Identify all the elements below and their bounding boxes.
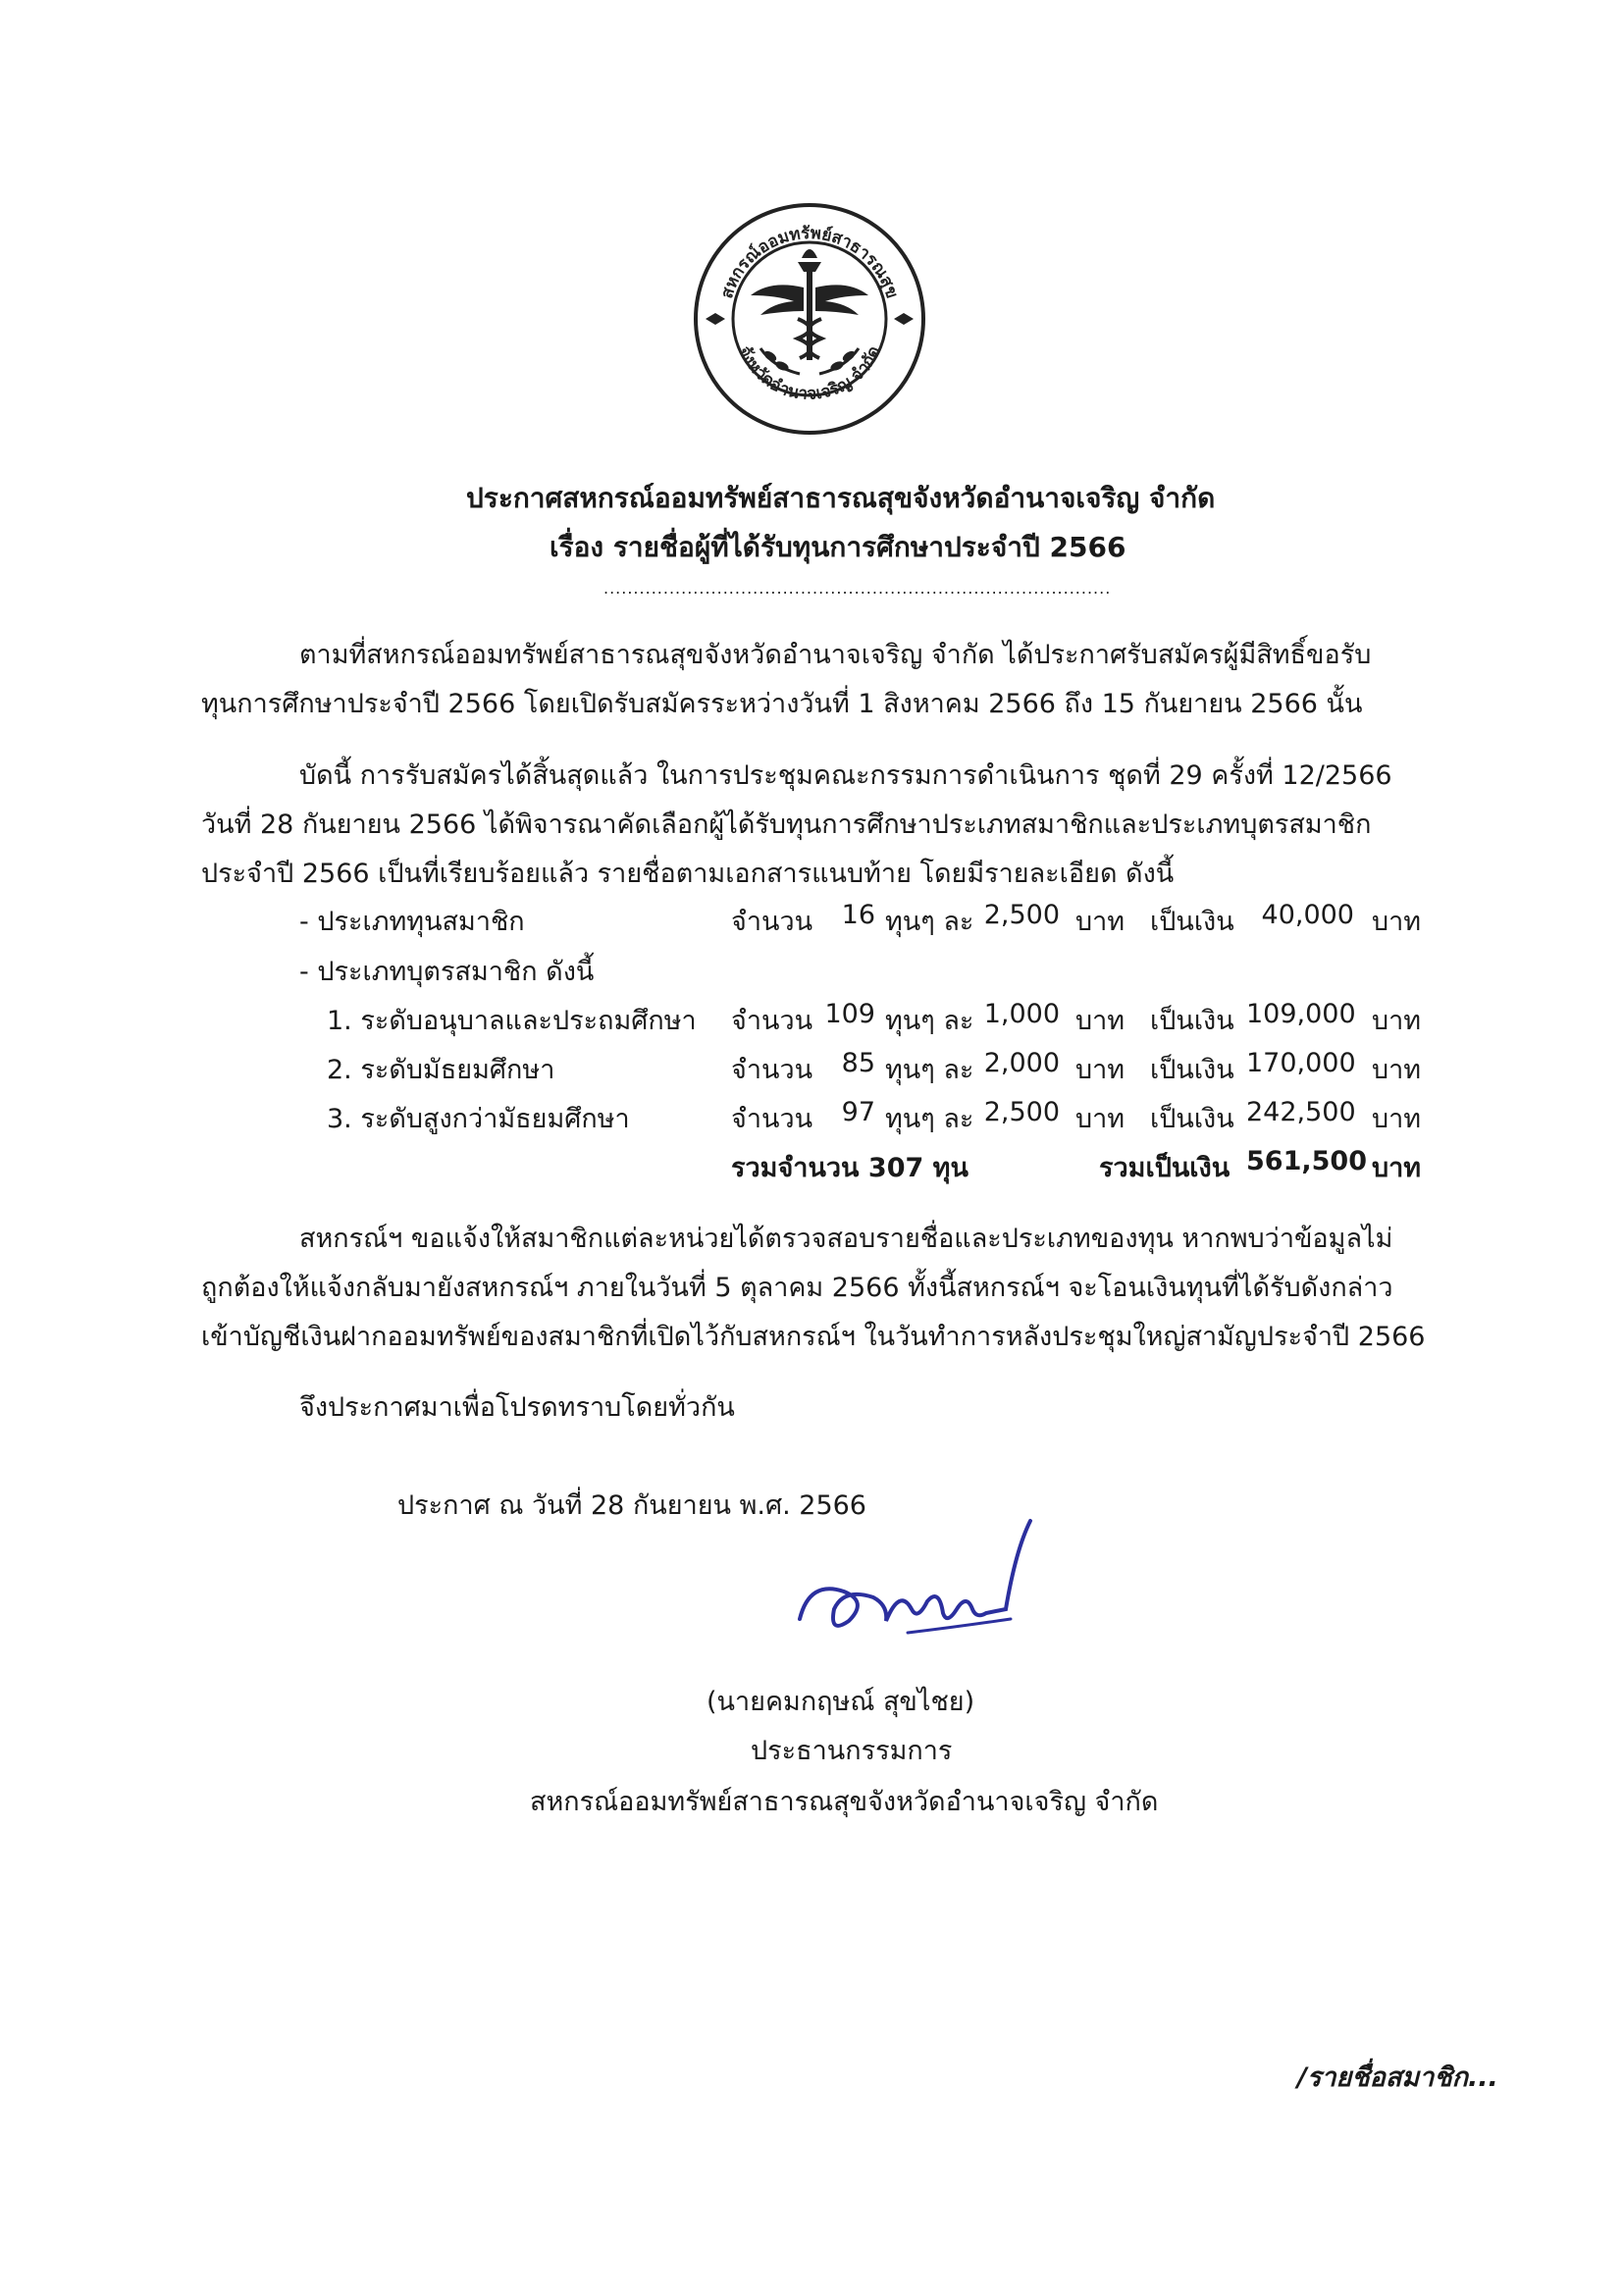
total-label: เป็นเงิน xyxy=(1150,1055,1234,1085)
seal-bottom-text: จังหวัดอำนาจเจริญ จำกัด xyxy=(734,342,885,404)
children-category-label: - ประเภทบุตรสมาชิก ดังนี้ xyxy=(299,957,595,987)
row-label: 1. ระดับอนุบาลและประถมศึกษา xyxy=(327,1006,697,1036)
cooperative-seal-logo xyxy=(692,201,927,437)
para3-line3: เข้าบัญชีเงินฝากออมทรัพย์ของสมาชิกที่เปิดไว้กับสหกรณ์ฯ ในวันทำการหลังประชุมใหญ่สามัญประจำปี 2566 xyxy=(201,1322,1426,1352)
count-label: จำนวน xyxy=(731,1104,813,1134)
continued-member-list-note: /รายชื่อสมาชิก... xyxy=(1297,2062,1498,2093)
unit-baht: บาท xyxy=(1372,907,1422,937)
unit-baht: บาท xyxy=(1372,1104,1422,1134)
unit-baht: บาท xyxy=(1075,907,1126,937)
summary-total-value: 561,500 xyxy=(1246,1146,1367,1176)
unit-baht: บาท xyxy=(1372,1055,1422,1085)
total-value: 40,000 xyxy=(1261,900,1354,930)
each-label: ทุนๆ ละ xyxy=(885,1006,974,1036)
row-label: 3. ระดับสูงกว่ามัธยมศึกษา xyxy=(327,1104,630,1134)
unit-baht: บาท xyxy=(1372,1006,1422,1036)
para2-line2: วันที่ 28 กันยายน 2566 ได้พิจารณาคัดเลือกผู้ได้รับทุนการศึกษาประเภทสมาชิกและประเภทบุตรสมาชิก xyxy=(201,809,1372,840)
each-value: 2,500 xyxy=(983,1097,1060,1127)
each-value: 2,000 xyxy=(983,1048,1060,1078)
announcement-date: ประกาศ ณ วันที่ 28 กันยายน พ.ศ. 2566 xyxy=(397,1490,866,1521)
count-value: 85 xyxy=(841,1048,875,1078)
announcement-subject: เรื่อง รายชื่อผู้ที่ได้รับทุนการศึกษาประจำปี 2566 xyxy=(550,531,1126,563)
summary-count: รวมจำนวน 307 ทุน xyxy=(731,1153,969,1183)
total-value: 170,000 xyxy=(1246,1048,1356,1078)
para2-line1: บัดนี้ การรับสมัครได้สิ้นสุดแล้ว ในการประชุมคณะกรรมการดำเนินการ ชุดที่ 29 ครั้งที่ 12/2566 xyxy=(299,760,1392,791)
each-label: ทุนๆ ละ xyxy=(885,1055,974,1085)
each-label: ทุนๆ ละ xyxy=(885,1104,974,1134)
signatory-name: (นายคมกฤษณ์ สุขไชย) xyxy=(707,1687,975,1717)
para3-line2: ถูกต้องให้แจ้งกลับมายังสหกรณ์ฯ ภายในวันที่ 5 ตุลาคม 2566 ทั้งนี้สหกรณ์ฯ จะโอนเงินทุนที่ได้รับดังกล่าว xyxy=(201,1273,1393,1303)
count-label: จำนวน xyxy=(731,1006,813,1036)
total-label: เป็นเงิน xyxy=(1150,1006,1234,1036)
separator-dots: ..................................................................................... xyxy=(603,579,1112,598)
announcement-title: ประกาศสหกรณ์ออมทรัพย์สาธารณสุขจังหวัดอำนาจเจริญ จำกัด xyxy=(466,482,1216,514)
count-value: 109 xyxy=(824,999,875,1029)
closing-statement: จึงประกาศมาเพื่อโปรดทราบโดยทั่วกัน xyxy=(299,1392,735,1423)
row-label: - ประเภททุนสมาชิก xyxy=(299,907,525,937)
total-label: เป็นเงิน xyxy=(1150,1104,1234,1134)
unit-baht: บาท xyxy=(1075,1055,1126,1085)
each-label: ทุนๆ ละ xyxy=(885,907,974,937)
count-label: จำนวน xyxy=(731,1055,813,1085)
unit-baht: บาท xyxy=(1075,1006,1126,1036)
para3-line1: สหกรณ์ฯ ขอแจ้งให้สมาชิกแต่ละหน่วยได้ตรวจสอบรายชื่อและประเภทของทุน หากพบว่าข้อมูลไม่ xyxy=(299,1224,1393,1254)
each-value: 2,500 xyxy=(983,900,1060,930)
summary-unit: บาท xyxy=(1372,1153,1422,1183)
row-label: 2. ระดับมัธยมศึกษา xyxy=(327,1055,555,1085)
para2-line3: ประจำปี 2566 เป็นที่เรียบร้อยแล้ว รายชื่อตามเอกสารแนบท้าย โดยมีรายละเอียด ดังนี้ xyxy=(201,859,1175,889)
seal-top-text: สหกรณ์ออมทรัพย์สาธารณสุข xyxy=(717,223,902,301)
signatory-organization: สหกรณ์ออมทรัพย์สาธารณสุขจังหวัดอำนาจเจริญ จำกัด xyxy=(530,1787,1159,1817)
count-value: 97 xyxy=(841,1097,875,1127)
signatory-position: ประธานกรรมการ xyxy=(751,1736,953,1766)
count-value: 16 xyxy=(841,900,875,930)
total-value: 109,000 xyxy=(1246,999,1356,1029)
count-label: จำนวน xyxy=(731,907,813,937)
handwritten-signature xyxy=(790,1511,1045,1658)
unit-baht: บาท xyxy=(1075,1104,1126,1134)
para1-line1: ตามที่สหกรณ์ออมทรัพย์สาธารณสุขจังหวัดอำนาจเจริญ จำกัด ได้ประกาศรับสมัครผู้มีสิทธิ์ขอรับ xyxy=(299,640,1372,670)
para1-line2: ทุนการศึกษาประจำปี 2566 โดยเปิดรับสมัครระหว่างวันที่ 1 สิงหาคม 2566 ถึง 15 กันยายน 2566 นั้น xyxy=(201,689,1363,719)
summary-total-label: รวมเป็นเงิน xyxy=(1099,1153,1230,1183)
each-value: 1,000 xyxy=(983,999,1060,1029)
total-value: 242,500 xyxy=(1246,1097,1356,1127)
total-label: เป็นเงิน xyxy=(1150,907,1234,937)
